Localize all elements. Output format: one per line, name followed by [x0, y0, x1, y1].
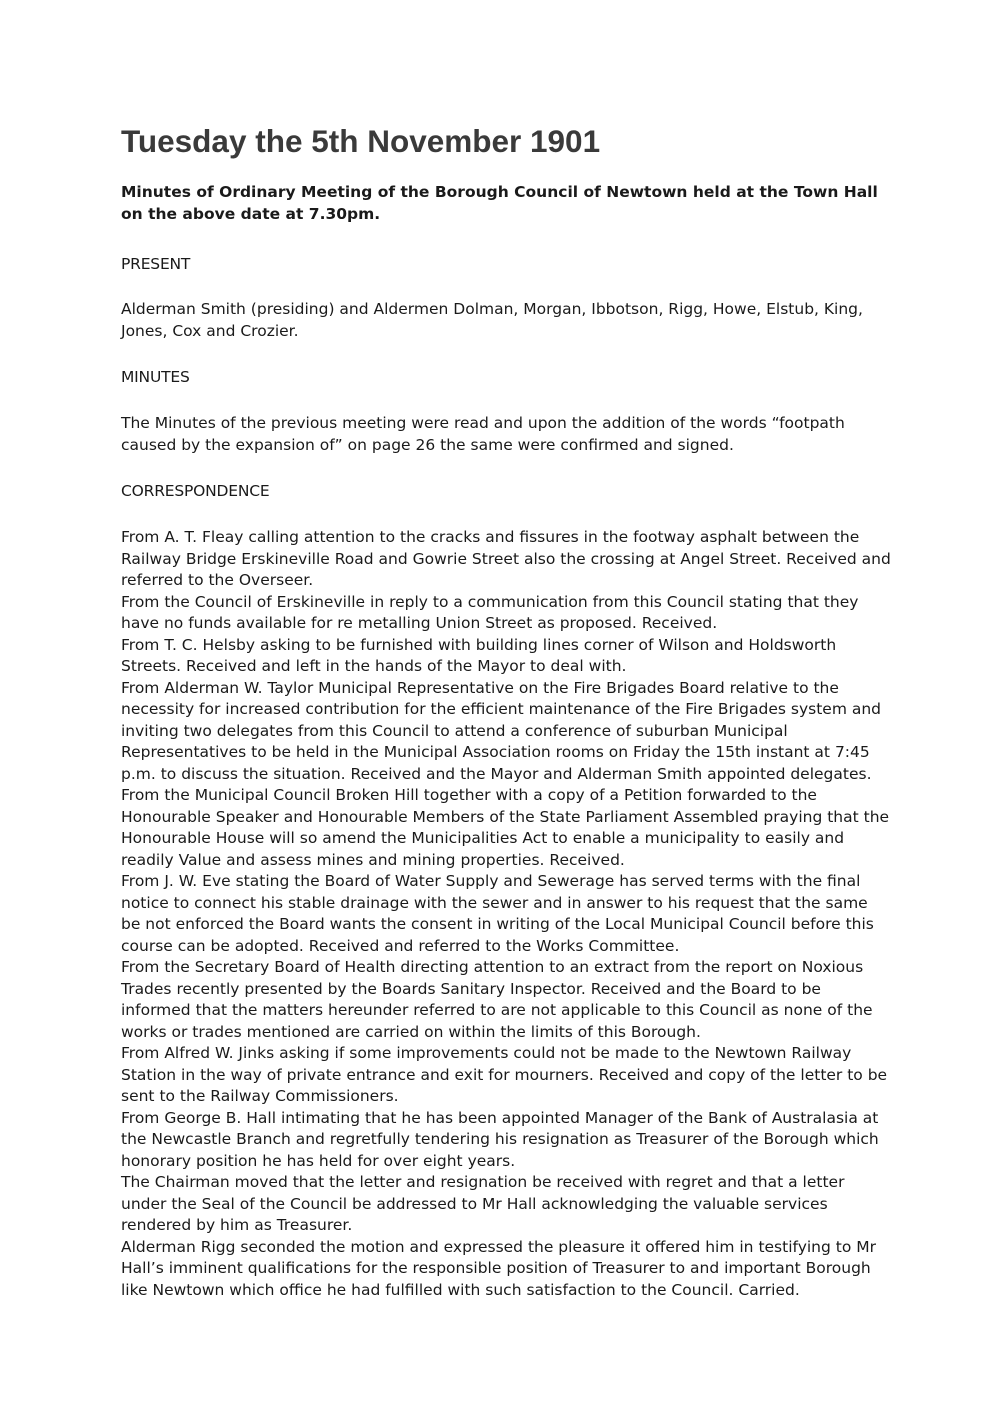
correspondence-item: From Alfred W. Jinks asking if some improvements could not be made to the Newtown Railway Station in the way of private entrance and exit for mourners. Received and copy of the letter to be sent to the Railway Commissioners. [121, 1044, 888, 1105]
correspondence-item: Alderman Rigg seconded the motion and expressed the pleasure it offered him in testifying to Mr Hall’s imminent qualifications for the responsible position of Treasurer to and important Borough like Newtown which office he had fulfilled with such satisfaction to the Council. Carried. [121, 1237, 876, 1299]
correspondence-item: From Alderman W. Taylor Municipal Representative on the Fire Brigades Board relative to the necessity for increased contribution for the efficient maintenance of the Fire Brigades system and inviting two delegates from this Council to attend a conference of suburban Municipal Representatives to be held in the Municipal Association rooms on Friday the 15th instant at 7:45 p.m. to discuss the situation. Received and the Mayor and Alderman Smith appointed delegates. [121, 678, 882, 783]
correspondence-item: From the Municipal Council Broken Hill together with a copy of a Petition forwarded to the Honourable Speaker and Honourable Members of the State Parliament Assembled praying that the Honourable House will so amend the Municipalities Act to enable a municipality to easily and readily Value and assess mines and mining properties. Received. [121, 786, 890, 869]
page-title: Tuesday the 5th November 1901 [121, 123, 601, 159]
present-text: Alderman Smith (presiding) and Aldermen Dolman, Morgan, Ibbotson, Rigg, Howe, Elstub, King, Jones, Cox and Crozier. [121, 300, 863, 340]
correspondence-item: From the Council of Erskineville in reply to a communication from this Council stating that they have no funds available for re metalling Union Street as proposed. Received. [121, 592, 859, 632]
minutes-heading: MINUTES [121, 368, 190, 386]
minutes-text: The Minutes of the previous meeting were read and upon the addition of the words “footpath caused by the expansion of” on page 26 the same were confirmed and signed. [121, 414, 845, 454]
correspondence-item: From J. W. Eve stating the Board of Water Supply and Sewerage has served terms with the final notice to connect his stable drainage with the sewer and in answer to his request that the same be not enforced the Board wants the consent in writing of the Local Municipal Council before this course can be adopted. Received and referred to the Works Committee. [121, 872, 874, 955]
correspondence-item: From the Secretary Board of Health directing attention to an extract from the report on Noxious Trades recently presented by the Boards Sanitary Inspector. Received and the Board to be informed that the matters hereunder referred to are not applicable to this Council as none of the works or trades mentioned are carried on within the limits of this Borough. [121, 958, 873, 1041]
present-heading: PRESENT [121, 255, 191, 273]
meeting-subtitle: Minutes of Ordinary Meeting of the Borough Council of Newtown held at the Town Hall on the above date at 7.30pm. [121, 183, 878, 223]
correspondence-item: From T. C. Helsby asking to be furnished with building lines corner of Wilson and Holdsworth Streets. Received and left in the hands of the Mayor to deal with. [121, 635, 837, 675]
correspondence-item: From A. T. Fleay calling attention to the cracks and fissures in the footway asphalt between the Railway Bridge Erskineville Road and Gowrie Street also the crossing at Angel Street. Received and referred to the Overseer. [121, 528, 891, 589]
correspondence-item: The Chairman moved that the letter and resignation be received with regret and that a letter under the Seal of the Council be addressed to Mr Hall acknowledging the valuable services rendered by him as Treasurer. [121, 1173, 845, 1234]
correspondence-item: From George B. Hall intimating that he has been appointed Manager of the Bank of Australasia at the Newcastle Branch and regretfully tendering his resignation as Treasurer of the Borough which honorary position he has held for over eight years. [121, 1108, 879, 1170]
correspondence-heading: CORRESPONDENCE [121, 482, 270, 500]
correspondence-list [121, 527, 891, 1301]
